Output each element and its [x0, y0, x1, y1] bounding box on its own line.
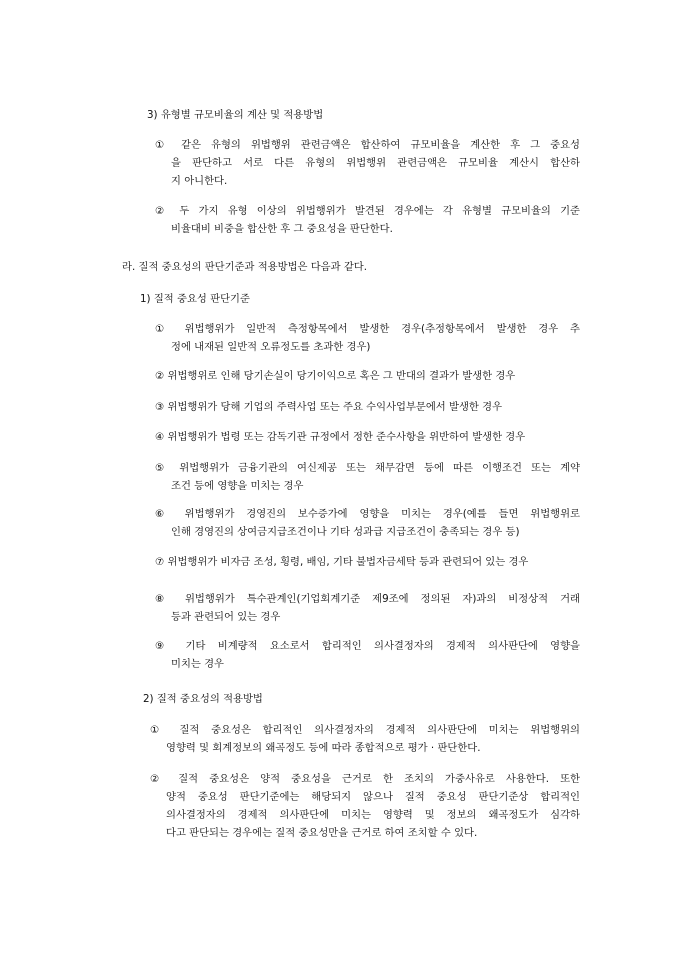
criteria-item-1-line-1: ① 위법행위가 일반적 측정항목에서 발생한 경우(추정항목에서 발생한 경우 추 — [155, 323, 580, 335]
criteria-item-2: ② 위법행위로 인해 당기손실이 당기이익으로 혹은 그 반대의 결과가 발생한 경우 — [155, 370, 516, 382]
criteria-item-6-line-1: ⑥ 위법행위가 경영진의 보수증가에 영향을 미치는 경우(예를 들면 위법행위로 — [155, 508, 580, 520]
criteria-item-5-line-1: ⑤ 위법행위가 금융기관의 여신제공 또는 채무감면 등에 따른 이행조건 또는 계약 — [155, 462, 580, 474]
criteria-item-7: ⑦ 위법행위가 비자금 조성, 횡령, 배임, 기타 불법자금세탁 등과 관련되어 있는 경우 — [155, 556, 529, 568]
criteria-item-8-line-1: ⑧ 위법행위가 특수관계인(기업회계기준 제9조에 정의된 자)과의 비정상적 거래 — [155, 593, 580, 605]
section-3-heading: 3) 유형별 규모비율의 계산 및 적용방법 — [147, 109, 324, 121]
criteria-item-1-line-2: 정에 내재된 일반적 오류정도를 초과한 경우) — [171, 341, 371, 353]
apply-item-1-line-2: 영향력 및 회계정보의 왜곡정도 등에 따라 종합적으로 평가 · 판단한다. — [166, 742, 481, 754]
criteria-item-6-line-2: 인해 경영진의 상여금지급조건이나 기타 성과급 지급조건이 충족되는 경우 등) — [171, 526, 520, 538]
criteria-item-4: ④ 위법행위가 법령 또는 감독기관 규정에서 정한 준수사항을 위반하여 발생한 경우 — [155, 431, 526, 443]
criteria-item-9-line-2: 미치는 경우 — [171, 658, 225, 670]
section-ra-heading: 라. 질적 중요성의 판단기준과 적용방법은 다음과 같다. — [122, 261, 368, 273]
apply-item-2-line-4: 다고 판단되는 경우에는 질적 중요성만을 근거로 하여 조치할 수 있다. — [166, 827, 478, 839]
s3-item-1-line-1: ① 같은 유형의 위법행위 관련금액은 합산하여 규모비율을 계산한 후 그 중요성 — [155, 139, 580, 151]
apply-item-2-line-1: ② 질적 중요성은 양적 중요성을 근거로 한 조치의 가중사유로 사용한다. 또한 — [150, 773, 580, 785]
s3-item-2-line-1: ② 두 가지 유형 이상의 위법행위가 발견된 경우에는 각 유형별 규모비율의 기준 — [155, 205, 580, 217]
sub-2-heading: 2) 질적 중요성의 적용방법 — [143, 693, 263, 705]
s3-item-1-line-2: 을 판단하고 서로 다른 유형의 위법행위 관련금액은 규모비율 계산시 합산하 — [171, 157, 580, 169]
apply-item-2-line-2: 양적 중요성 판단기준에는 해당되지 않으나 질적 중요성 판단기준상 합리적인 — [166, 791, 580, 803]
criteria-item-9-line-1: ⑨ 기타 비계량적 요소로서 합리적인 의사결정자의 경제적 의사판단에 영향을 — [155, 640, 580, 652]
apply-item-2-line-3: 의사결정자의 경제적 의사판단에 미치는 영향력 및 정보의 왜곡정도가 심각하 — [166, 809, 580, 821]
criteria-item-8-line-2: 등과 관련되어 있는 경우 — [171, 611, 281, 623]
criteria-item-5-line-2: 조건 등에 영향을 미치는 경우 — [171, 480, 304, 492]
criteria-item-3: ③ 위법행위가 당해 기업의 주력사업 또는 주요 수익사업부문에서 발생한 경우 — [155, 401, 503, 413]
s3-item-2-line-2: 비율대비 비중을 합산한 후 그 중요성을 판단한다. — [171, 223, 393, 235]
s3-item-1-line-3: 지 아니한다. — [171, 175, 228, 187]
apply-item-1-line-1: ① 질적 중요성은 합리적인 의사결정자의 경제적 의사판단에 미치는 위법행위의 — [150, 724, 580, 736]
sub-1-heading: 1) 질적 중요성 판단기준 — [140, 293, 250, 305]
